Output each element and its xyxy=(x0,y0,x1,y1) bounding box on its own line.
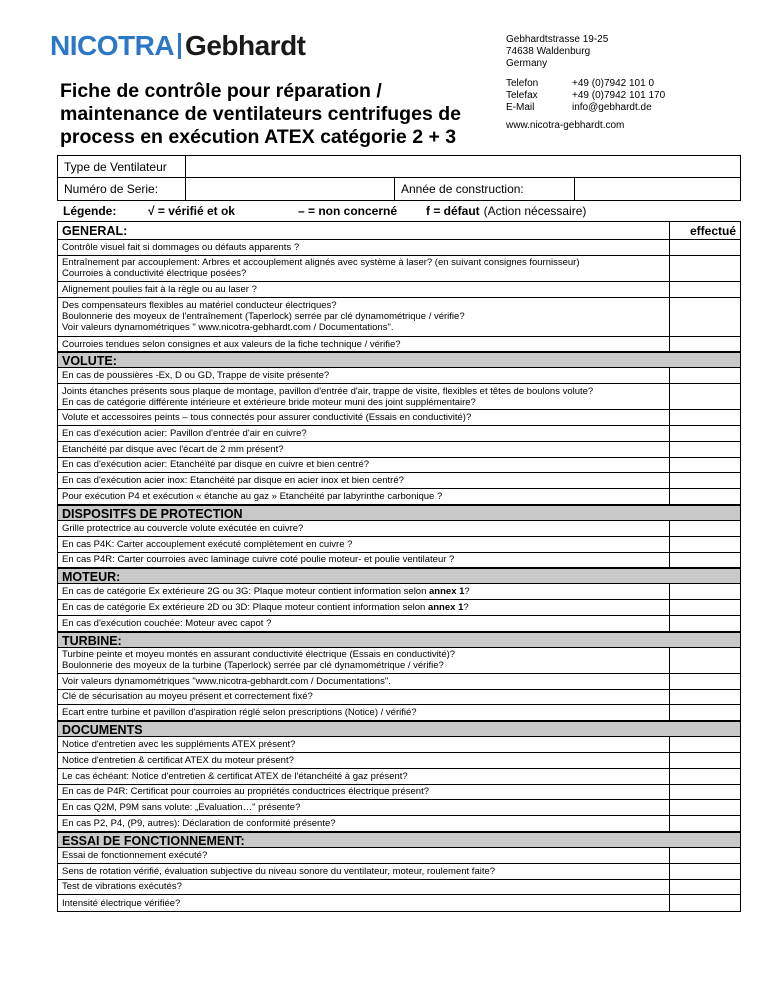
checklist-item-line: Courroies à conductivité électrique posées? xyxy=(62,268,247,280)
checklist-item-line: En cas de P4R: Certificat pour courroies au propriétés conductrices électrique présent? xyxy=(62,786,429,798)
checklist-item-line: En cas de catégorie Ex extérieure 2D ou 3D: Plaque moteur contient information selon annex 1? xyxy=(62,602,469,614)
checklist-item-text xyxy=(58,537,670,552)
checklist-item-text xyxy=(58,737,670,752)
checklist-row xyxy=(58,458,740,474)
checklist-item-text xyxy=(58,584,670,599)
done-checkbox-cell[interactable] xyxy=(670,410,740,425)
checklist-item-line: Joints étanches présents sous plaque de montage, pavillon d'entrée d'air, trappe de visite, flexibles et têtes de boulons volute? xyxy=(62,385,594,397)
checklist-item-line: En cas de catégorie Ex extérieure 2G ou 3G: Plaque moteur contient information selon annex 1? xyxy=(62,586,470,598)
company-address xyxy=(506,34,608,70)
checklist-item-line: Alignement poulies fait à la règle ou au laser ? xyxy=(62,283,257,295)
checklist-item-text xyxy=(58,674,670,689)
logo-gebhardt: Gebhardt xyxy=(185,30,306,61)
done-checkbox-cell[interactable] xyxy=(670,705,740,720)
checklist-row xyxy=(58,368,740,384)
checklist-item-text xyxy=(58,848,670,863)
checklist-row xyxy=(58,537,740,553)
checklist-item-line: Notice d'entretien & certificat ATEX du moteur présent? xyxy=(62,754,294,766)
legend-ok: √ = vérifié et ok xyxy=(148,204,235,218)
contact-value: +49 (0)7942 101 0 xyxy=(572,78,655,89)
checklist-item-text xyxy=(58,442,670,457)
checklist-item-line: En cas P2, P4, (P9, autres): Déclaration de conformité présente? xyxy=(62,818,336,830)
checklist-item-line: Turbine peinte et moyeu montés en assurant conductivité électrique (Essais en conductivité)? xyxy=(62,649,456,661)
done-checkbox-cell[interactable] xyxy=(670,880,740,895)
checklist-row xyxy=(58,240,740,256)
contact-value: +49 (0)7942 101 170 xyxy=(572,90,666,101)
done-checkbox-cell[interactable] xyxy=(670,442,740,457)
checklist-item-line: En cas Q2M, P9M sans volute: „Evaluation…" présente? xyxy=(62,802,301,814)
company-logo xyxy=(50,30,306,62)
checklist-row xyxy=(58,864,740,880)
legend-defect-note: (Action nécessaire) xyxy=(483,204,587,218)
address-line: Germany xyxy=(506,58,548,69)
done-checkbox-cell[interactable] xyxy=(670,616,740,631)
checklist-row xyxy=(58,800,740,816)
section-header: TURBINE: xyxy=(58,632,740,648)
contact-value: info@gebhardt.de xyxy=(572,102,652,113)
section-header xyxy=(58,222,740,240)
checklist-row xyxy=(58,895,740,911)
checklist-item-line: Pour exécution P4 et exécution « étanche au gaz » Etanchéité par labyrinthe carbonique ? xyxy=(62,491,443,503)
checklist-row xyxy=(58,674,740,690)
done-checkbox-cell[interactable] xyxy=(670,458,740,473)
section-header: DOCUMENTS xyxy=(58,721,740,737)
checklist-item-line: En cas P4R: Carter courroies avec laminage cuivre coté poulie moteur- et poulie ventilateur ? xyxy=(62,554,455,566)
done-checkbox-cell[interactable] xyxy=(670,298,740,336)
checklist-item-line: Le cas échéant: Notice d'entretien & certificat ATEX de l'étanchéité à gaz présent? xyxy=(62,770,408,782)
checklist-row xyxy=(58,521,740,537)
done-checkbox-cell[interactable] xyxy=(670,537,740,552)
checklist-row xyxy=(58,426,740,442)
checklist-item-text xyxy=(58,769,670,784)
done-checkbox-cell[interactable] xyxy=(670,584,740,599)
checklist-item-line: Notice d'entretien avec les suppléments ATEX présent? xyxy=(62,739,296,751)
checklist-row xyxy=(58,584,740,600)
checklist-item-text xyxy=(58,816,670,831)
done-checkbox-cell[interactable] xyxy=(670,690,740,705)
checklist-item-line: Ecart entre turbine et pavillon d'aspiration réglé selon prescriptions (Notice) / vérifié? xyxy=(62,707,417,719)
checklist-item-line: En cas de catégorie différente intérieure et extérieure bride moteur muni des joint supplémentaire? xyxy=(62,396,476,408)
section-header: MOTEUR: xyxy=(58,568,740,584)
checklist-item-text xyxy=(58,880,670,895)
checklist-row xyxy=(58,648,740,674)
checklist-row xyxy=(58,816,740,832)
checklist-item-text xyxy=(58,648,670,673)
checklist-item-text xyxy=(58,458,670,473)
checklist-item-line: Sens de rotation vérifié, évaluation subjective du niveau sonore du ventilateur, moteur, roulement faite? xyxy=(62,865,496,877)
done-checkbox-cell[interactable] xyxy=(670,600,740,615)
legend xyxy=(57,200,741,222)
checklist-item-text xyxy=(58,473,670,488)
checklist-item-line: En cas d'exécution couchée: Moteur avec capot ? xyxy=(62,617,272,629)
done-checkbox-cell[interactable] xyxy=(670,648,740,673)
legend-defect: f = défaut xyxy=(426,204,480,218)
logo-nicotra: NICOTRA xyxy=(50,30,175,61)
address-line: Gebhardtstrasse 19-25 xyxy=(506,34,609,45)
checklist-row xyxy=(58,489,740,505)
company-contacts xyxy=(506,78,665,114)
checklist-item-line: Essai de fonctionnement exécuté? xyxy=(62,849,208,861)
checklist-item-text xyxy=(58,489,670,504)
document-title: Fiche de contrôle pour réparation / maintenance de ventilateurs centrifuges de process en exécution ATEX catégorie 2 + 3 xyxy=(60,80,461,148)
contact-label: Telefon xyxy=(506,78,539,89)
checklist-item-text xyxy=(58,690,670,705)
fan-type-field[interactable] xyxy=(186,156,740,177)
done-checkbox-cell[interactable] xyxy=(670,282,740,297)
checklist-item-line: Volute et accessoires peints – tous connectés pour assurer conductivité (Essais en conductivité)? xyxy=(62,412,472,424)
checklist xyxy=(57,221,741,912)
checklist-item-line: En cas d'exécution acier: Etanchéïté par disque en cuivre et bien centré? xyxy=(62,459,370,471)
checklist-item-line: Grille protectrice au couvercle volute exécutée en cuivre? xyxy=(62,522,304,534)
checklist-item-text xyxy=(58,800,670,815)
checklist-row xyxy=(58,282,740,298)
fan-type-label: Type de Ventilateur xyxy=(58,156,186,177)
section-header: VOLUTE: xyxy=(58,352,740,368)
done-checkbox-cell[interactable] xyxy=(670,337,740,352)
checklist-row xyxy=(58,442,740,458)
checklist-row xyxy=(58,785,740,801)
checklist-item-line: En cas d'exécution acier: Pavillon d'entrée d'air en cuivre? xyxy=(62,427,307,439)
checklist-row xyxy=(58,384,740,410)
checklist-item-text xyxy=(58,410,670,425)
checklist-row xyxy=(58,690,740,706)
checklist-item-line: Boulonnerie des moyeux de la turbine (Taperlock) serrée par clé dynamométrique / vérifie? xyxy=(62,660,444,672)
company-website: www.nicotra-gebhardt.com xyxy=(506,120,625,131)
checklist-row xyxy=(58,298,740,337)
checklist-item-text xyxy=(58,705,670,720)
done-checkbox-cell[interactable] xyxy=(670,737,740,752)
address-line: 74638 Waldenburg xyxy=(506,46,591,57)
done-column-header: effectué xyxy=(689,224,736,238)
done-checkbox-cell[interactable] xyxy=(670,800,740,815)
serial-number-label: Numéro de Serie: xyxy=(58,178,186,200)
checklist-item-line: Boulonnerie des moyeux de l'entraînement (Taperlock) serrée par clé dynamométrique / vérifie? xyxy=(62,311,465,323)
done-checkbox-cell[interactable] xyxy=(670,240,740,255)
logo-divider xyxy=(178,33,181,59)
checklist-row xyxy=(58,880,740,896)
checklist-item-text xyxy=(58,785,670,800)
legend-label: Légende: xyxy=(63,204,117,218)
checklist-item-text xyxy=(58,426,670,441)
checklist-item-text xyxy=(58,753,670,768)
done-checkbox-cell[interactable] xyxy=(670,848,740,863)
checklist-item-text xyxy=(58,553,670,568)
checklist-item-line: Etanchéité par disque avec l'écart de 2 mm présent? xyxy=(62,443,284,455)
section-title: GENERAL: xyxy=(62,222,670,239)
checklist-item-text xyxy=(58,864,670,879)
done-checkbox-cell[interactable] xyxy=(670,753,740,768)
done-checkbox-cell[interactable] xyxy=(670,368,740,383)
done-checkbox-cell[interactable] xyxy=(670,553,740,568)
checklist-row xyxy=(58,337,740,353)
construction-year-field[interactable] xyxy=(575,178,740,200)
checklist-row xyxy=(58,410,740,426)
checklist-item-line: Courroies tendues selon consignes et aux valeurs de la fiche technique / vérifie? xyxy=(62,338,401,350)
checklist-row xyxy=(58,769,740,785)
checklist-row xyxy=(58,553,740,569)
checklist-row xyxy=(58,753,740,769)
fan-info-form xyxy=(57,155,741,201)
checklist-item-text xyxy=(58,895,670,911)
checklist-item-text xyxy=(58,616,670,631)
checklist-row xyxy=(58,705,740,721)
checklist-item-line: Intensité électrique vérifiée? xyxy=(62,897,181,909)
checklist-row xyxy=(58,600,740,616)
checklist-item-text xyxy=(58,240,670,255)
checklist-item-line: Entraînement par accouplement: Arbres et accouplement alignés avec système à laser? (en suivant consignes fournisseur) xyxy=(62,257,580,269)
done-checkbox-cell[interactable] xyxy=(670,674,740,689)
done-checkbox-cell[interactable] xyxy=(670,769,740,784)
checklist-item-line: En cas d'exécution acier inox: Etanchéité par disque en acier inox et bien centré? xyxy=(62,475,404,487)
checklist-row xyxy=(58,256,740,282)
section-header: ESSAI DE FONCTIONNEMENT: xyxy=(58,832,740,848)
checklist-item-line: Des compensateurs flexibles au matériel conducteur électriques? xyxy=(62,300,337,312)
checklist-row xyxy=(58,737,740,753)
checklist-item-line: Clé de sécurisation au moyeu présent et correctement fixé? xyxy=(62,691,313,703)
checklist-row xyxy=(58,616,740,632)
checklist-item-text xyxy=(58,282,670,297)
done-checkbox-cell[interactable] xyxy=(670,895,740,911)
done-checkbox-cell[interactable] xyxy=(670,256,740,281)
checklist-item-line: Contrôle visuel fait si dommages ou défauts apparents ? xyxy=(62,241,300,253)
checklist-item-line: En cas de poussières -Ex, D ou GD, Trappe de visite présente? xyxy=(62,370,330,382)
section-header: DISPOSITFS DE PROTECTION xyxy=(58,505,740,521)
done-checkbox-cell[interactable] xyxy=(670,473,740,488)
checklist-item-text xyxy=(58,384,670,409)
legend-not-applicable: – = non concerné xyxy=(298,204,398,218)
checklist-item-text xyxy=(58,521,670,536)
checklist-item-text xyxy=(58,600,670,615)
checklist-item-line: Voir valeurs dynamométriques " www.nicotra-gebhardt.com / Documentations". xyxy=(62,322,394,334)
contact-label: E-Mail xyxy=(506,102,535,113)
done-checkbox-cell[interactable] xyxy=(670,816,740,831)
construction-year-label: Année de construction: xyxy=(395,178,575,200)
checklist-item-text xyxy=(58,368,670,383)
done-checkbox-cell[interactable] xyxy=(670,864,740,879)
done-checkbox-cell[interactable] xyxy=(670,489,740,504)
checklist-row xyxy=(58,473,740,489)
contact-label: Telefax xyxy=(506,90,538,101)
checklist-item-text xyxy=(58,298,670,336)
checklist-item-line: Voir valeurs dynamométriques "www.nicotra-gebhardt.com / Documentations". xyxy=(62,675,391,687)
checklist-item-text xyxy=(58,337,670,352)
done-checkbox-cell[interactable] xyxy=(670,384,740,409)
done-checkbox-cell[interactable] xyxy=(670,785,740,800)
done-checkbox-cell[interactable] xyxy=(670,521,740,536)
checklist-row xyxy=(58,848,740,864)
checklist-item-line: En cas P4K: Carter accouplement exécuté complètement en cuivre ? xyxy=(62,538,353,550)
done-checkbox-cell[interactable] xyxy=(670,426,740,441)
serial-number-field[interactable] xyxy=(186,178,395,200)
checklist-item-text xyxy=(58,256,670,281)
checklist-item-line: Test de vibrations exécutés? xyxy=(62,881,182,893)
